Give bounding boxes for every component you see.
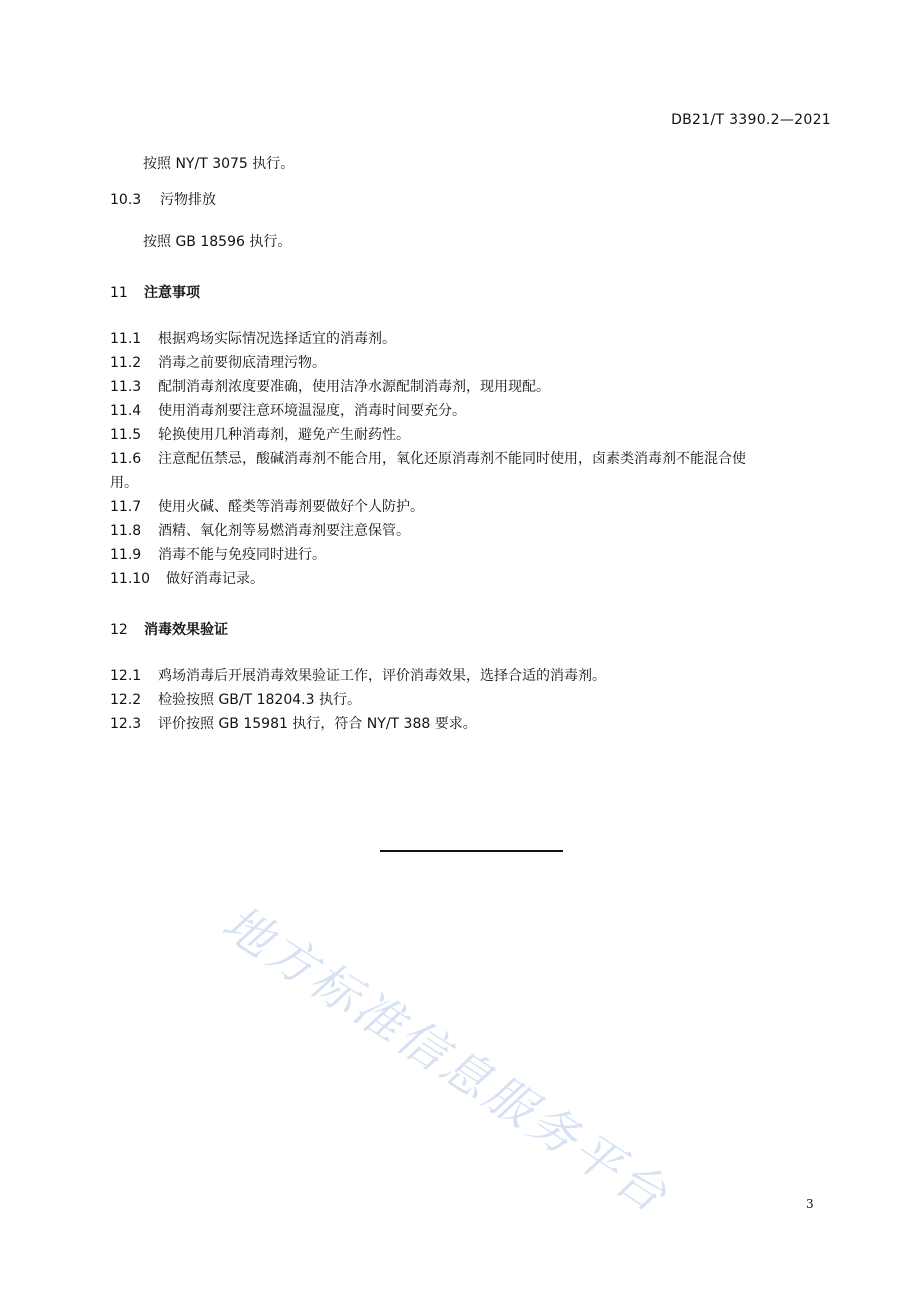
section-11-heading — [110, 283, 200, 303]
item-text: 轮换使用几种消毒剂，避免产生耐药性。 — [158, 427, 410, 443]
item-text: 做好消毒记录。 — [166, 571, 264, 587]
item-number: 12.3 — [110, 716, 142, 732]
list-item — [110, 569, 264, 589]
list-item — [110, 449, 746, 469]
item-text: 消毒之前要彻底清理污物。 — [158, 355, 326, 371]
item-number: 11.8 — [110, 523, 142, 539]
item-number: 11.7 — [110, 499, 142, 515]
list-item — [110, 425, 410, 445]
watermark: 地方标准信息服务平台 — [212, 894, 679, 1225]
item-text: 鸡场消毒后开展消毒效果验证工作，评价消毒效果，选择合适的消毒剂。 — [158, 668, 606, 684]
item-text: 使用消毒剂要注意环境温湿度，消毒时间要充分。 — [158, 403, 466, 419]
item-number: 12.2 — [110, 692, 142, 708]
section-title: 消毒效果验证 — [144, 622, 228, 638]
list-item — [110, 714, 477, 734]
list-item — [110, 690, 361, 710]
item-text: 使用火碱、醛类等消毒剂要做好个人防护。 — [158, 499, 424, 515]
section-number: 12 — [110, 622, 128, 638]
item-text: 检验按照 GB/T 18204.3 执行。 — [158, 692, 361, 708]
list-item — [110, 521, 410, 541]
item-number: 11.1 — [110, 331, 142, 347]
end-of-document-rule — [380, 850, 563, 852]
item-text-continuation: 用。 — [110, 475, 138, 491]
page-number: 3 — [806, 1197, 814, 1211]
subsection-number: 10.3 — [110, 192, 142, 208]
subsection-10-3-heading — [110, 190, 216, 210]
list-item — [110, 497, 424, 517]
list-item — [110, 545, 326, 565]
item-text: 根据鸡场实际情况选择适宜的消毒剂。 — [158, 331, 396, 347]
item-text: 酒精、氧化剂等易燃消毒剂要注意保管。 — [158, 523, 410, 539]
list-item — [110, 353, 326, 373]
list-item — [110, 377, 550, 397]
item-number: 11.9 — [110, 547, 142, 563]
subsection-10-3-text: 按照 GB 18596 执行。 — [143, 234, 292, 250]
subsection-title: 污物排放 — [160, 192, 216, 208]
item-text: 消毒不能与免疫同时进行。 — [158, 547, 326, 563]
item-text: 配制消毒剂浓度要准确，使用洁净水源配制消毒剂，现用现配。 — [158, 379, 550, 395]
item-text: 注意配伍禁忌，酸碱消毒剂不能合用，氧化还原消毒剂不能同时使用，卤素类消毒剂不能混合使 — [158, 451, 746, 467]
list-item — [110, 666, 606, 686]
document-code: DB21/T 3390.2—2021 — [671, 112, 831, 128]
list-item — [110, 401, 466, 421]
item-number: 11.2 — [110, 355, 142, 371]
item-number: 11.10 — [110, 571, 151, 587]
item-number: 11.5 — [110, 427, 142, 443]
list-item — [110, 329, 396, 349]
section-12-heading — [110, 620, 228, 640]
section-title: 注意事项 — [144, 285, 200, 301]
item-number: 11.6 — [110, 451, 142, 467]
item-number: 11.3 — [110, 379, 142, 395]
section-number: 11 — [110, 285, 128, 301]
section-10-intro-text: 按照 NY/T 3075 执行。 — [143, 156, 295, 172]
item-number: 11.4 — [110, 403, 142, 419]
item-text: 评价按照 GB 15981 执行，符合 NY/T 388 要求。 — [158, 716, 477, 732]
item-number: 12.1 — [110, 668, 142, 684]
